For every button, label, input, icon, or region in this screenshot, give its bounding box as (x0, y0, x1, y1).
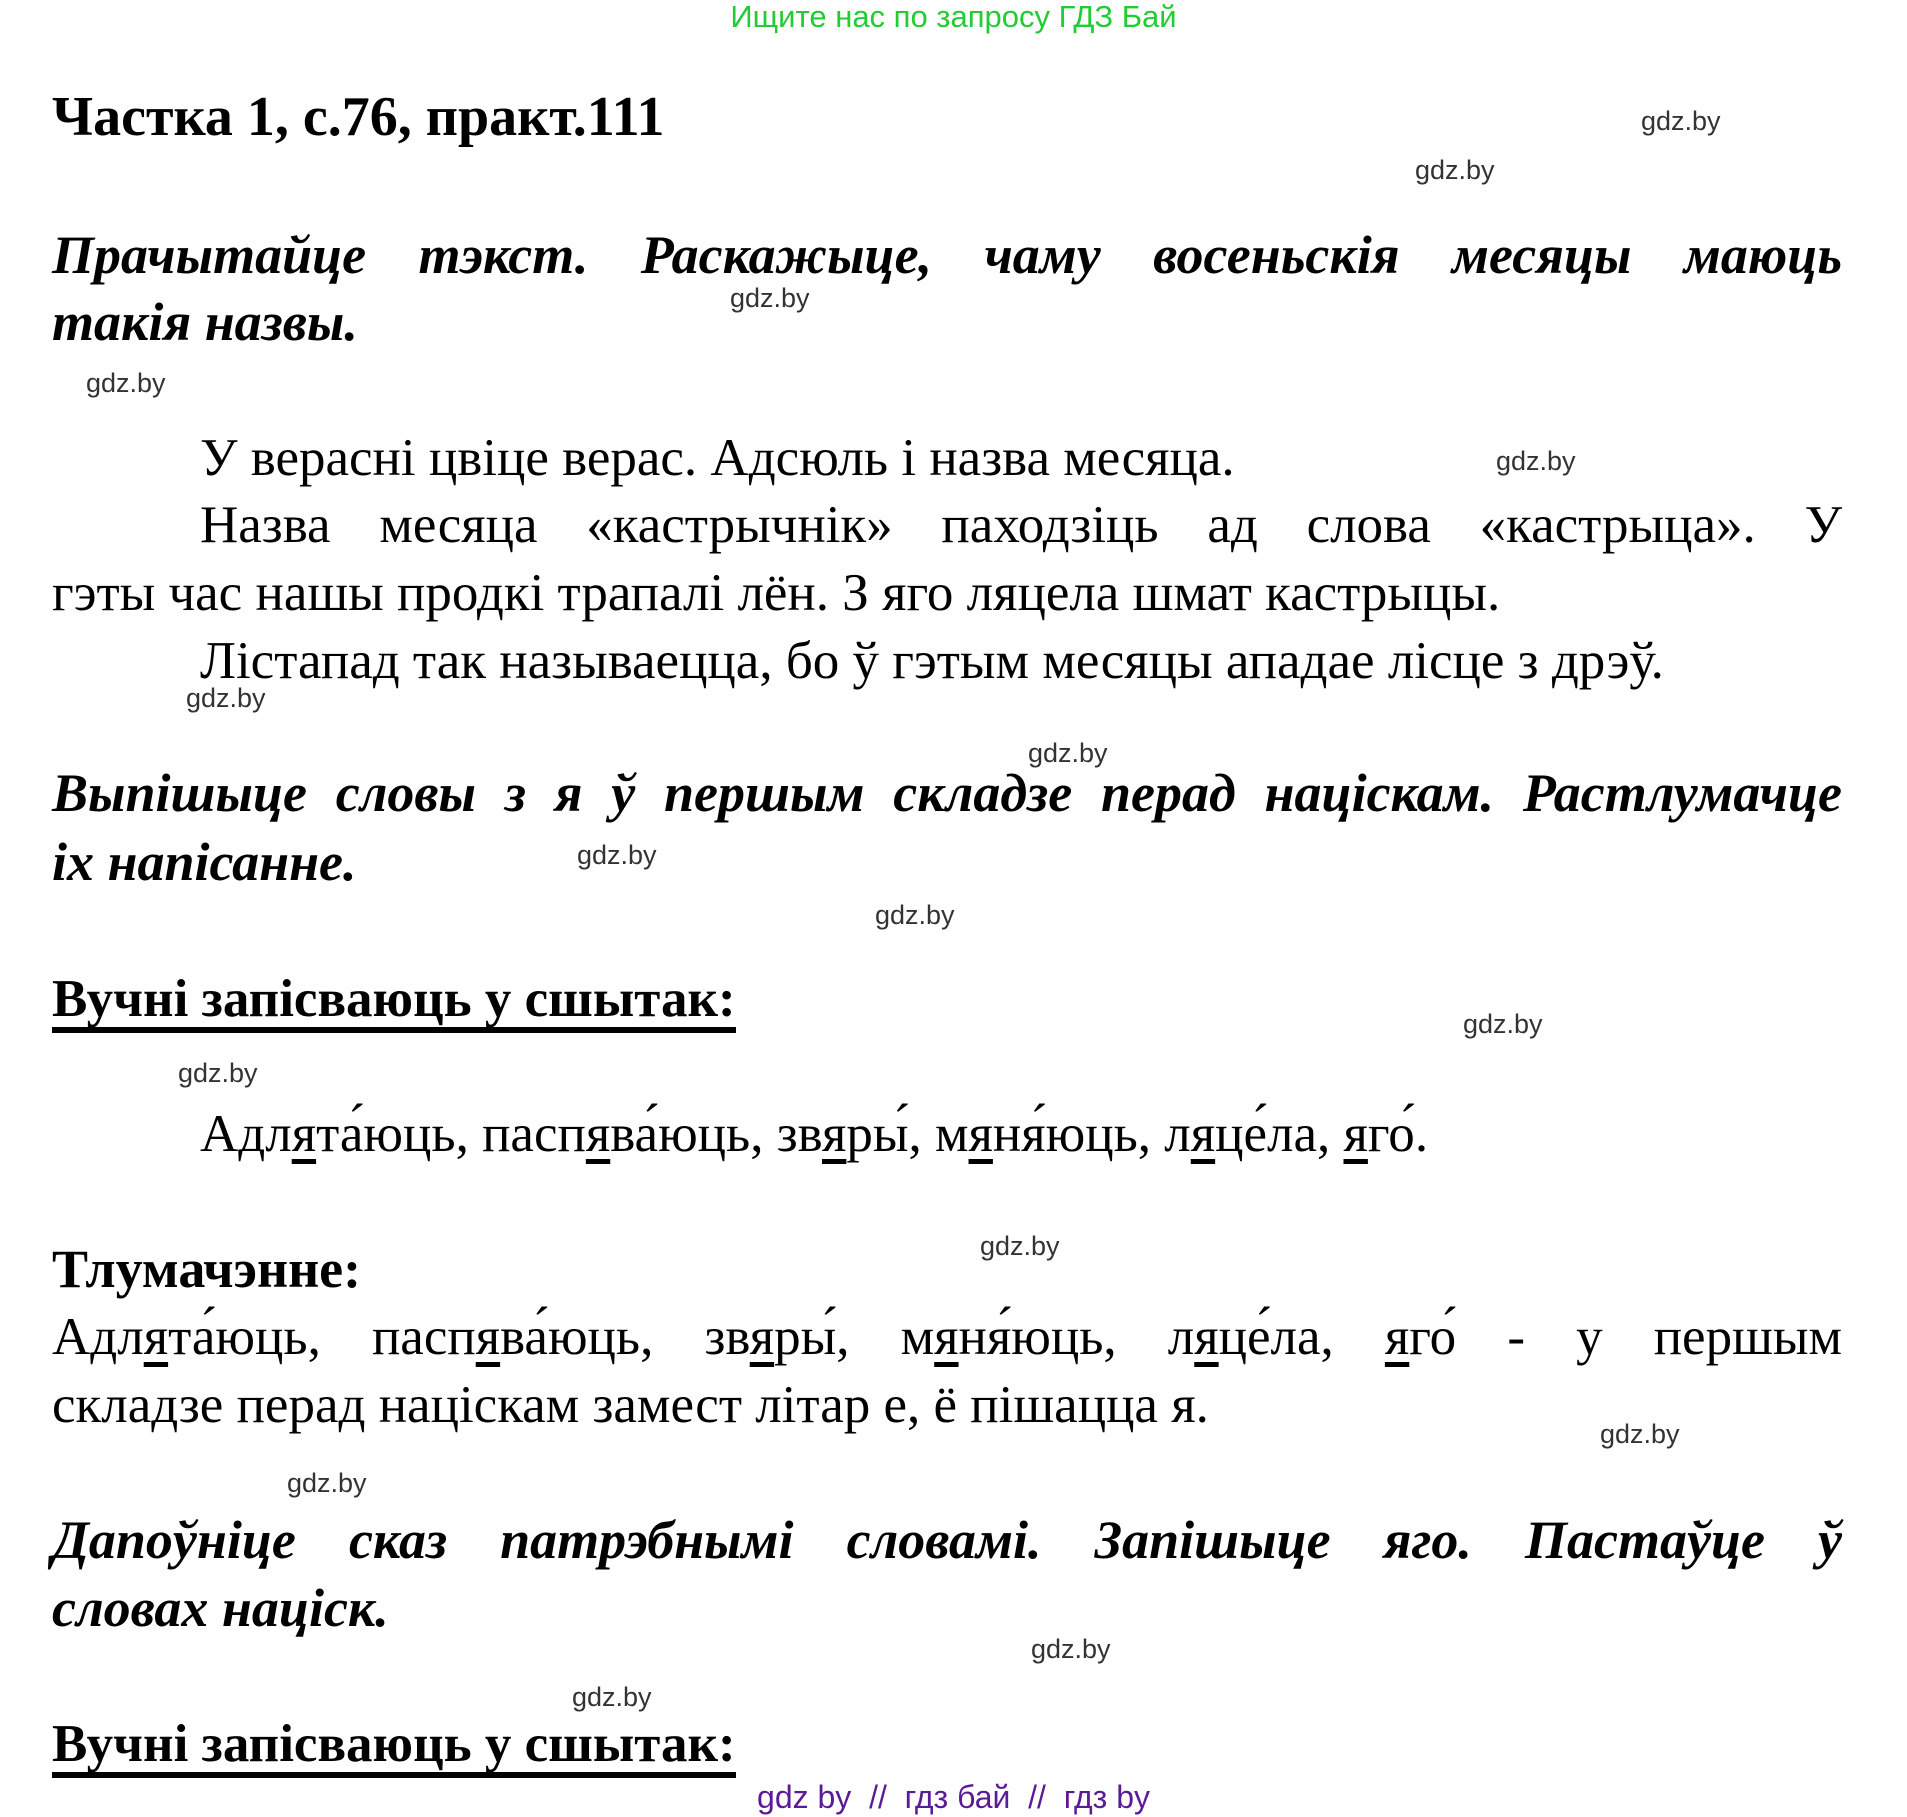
answer-words: Адлята́юць, паспява́юць, звяры́, мяня́юць, ляце́ла, яго́. (200, 1105, 1429, 1163)
page-title: Частка 1, с.76, практ.111 (52, 86, 665, 148)
word-prefix: л (1167, 1308, 1195, 1366)
answer-word (935, 1105, 1138, 1163)
text-line-3: гэты час нашы продкі трапалі лён. З яго ляцела шмат кастрыцы. (52, 564, 1501, 622)
underlined-letter: я (968, 1105, 993, 1163)
footer-links: gdz by // гдз бай // гдз by (757, 1779, 1150, 1815)
word-prefix: пасп (482, 1105, 586, 1163)
instruction-2-line-1: Выпішыце словы з я ў першым складзе перад націскам. Растлумачце (52, 763, 1842, 823)
word-suffix: та́юць (316, 1105, 456, 1163)
answer-word (704, 1308, 836, 1366)
watermark: gdz.by (287, 1468, 367, 1498)
answer-word (1385, 1308, 1456, 1366)
underlined-letter: я (1194, 1308, 1219, 1366)
word-suffix: ва́юць (610, 1105, 751, 1163)
text-line-1: У верасні цвіце верас. Адсюль і назва месяца. (200, 429, 1235, 487)
word-suffix: ры́ (774, 1308, 837, 1366)
underlined-letter: я (1190, 1105, 1216, 1163)
word-prefix: м (900, 1308, 935, 1366)
notebook-heading-2 (52, 1710, 1842, 1778)
word-suffix: ва́юць (500, 1308, 641, 1366)
underlined-letter: я (475, 1308, 501, 1366)
word-suffix: го́ (1367, 1105, 1415, 1163)
notebook-heading (52, 965, 1842, 1033)
text-line-2: Назва месяца «кастрычнік» паходзіць ад слова «кастрыца». У (200, 496, 1842, 554)
watermark: gdz.by (1496, 446, 1576, 476)
underlined-letter: я (143, 1308, 169, 1366)
watermark: gdz.by (1031, 1634, 1111, 1664)
watermark: gdz.by (178, 1058, 258, 1088)
instruction-1-line-2: такія назвы. (52, 292, 358, 352)
word-suffix: ня́юць (992, 1105, 1138, 1163)
explanation-line-2: складзе перад націскам замест літар е, ё пішацца я. (52, 1376, 1209, 1434)
word-prefix: зв (776, 1105, 822, 1163)
answer-word (372, 1308, 640, 1366)
explanation-line-1: Адлята́юць, паспява́юць, звяры́, мяня́юць, ляце́ла, яго́ - у першым (52, 1308, 1843, 1366)
answer-word (200, 1105, 456, 1163)
underlined-letter: я (1343, 1105, 1368, 1163)
word-suffix: це́ла (1215, 1105, 1317, 1163)
underlined-letter: я (749, 1308, 775, 1366)
watermark: gdz.by (875, 900, 955, 930)
word-prefix: м (934, 1105, 969, 1163)
watermark: gdz.by (1028, 738, 1108, 768)
watermark: gdz.by (1463, 1009, 1543, 1039)
watermark: gdz.by (186, 683, 266, 713)
watermark: gdz.by (1415, 155, 1495, 185)
word-prefix: Адл (52, 1308, 144, 1366)
watermark: gdz.by (980, 1231, 1060, 1261)
answer-word (1168, 1308, 1321, 1366)
word-prefix: Адл (200, 1105, 292, 1163)
answer-word (482, 1105, 750, 1163)
answer-word (52, 1308, 308, 1366)
watermark: gdz.by (572, 1682, 652, 1712)
watermark: gdz.by (730, 283, 810, 313)
watermark: gdz.by (577, 840, 657, 870)
underlined-letter: я (934, 1308, 959, 1366)
word-suffix: ры́ (846, 1105, 909, 1163)
word-prefix: зв (704, 1308, 750, 1366)
instruction-3-line-1: Дапоўніце сказ патрэбнымі словамі. Запішыце яго. Пастаўце ў (52, 1510, 1842, 1570)
answer-word (901, 1308, 1104, 1366)
underlined-letter: я (1384, 1308, 1410, 1366)
notebook-heading-2-text: Вучні запісваюць у сшытак: (52, 1716, 736, 1778)
word-suffix: це́ла (1218, 1308, 1321, 1366)
word-prefix: пасп (371, 1308, 476, 1366)
explanation-tail: - у першым (1507, 1308, 1843, 1366)
text-line-4: Лістапад так называецца, бо ў гэтым месяцы ападае лісце з дрэў. (200, 632, 1664, 690)
word-suffix: го́ (1409, 1308, 1457, 1366)
answer-word (777, 1105, 909, 1163)
instruction-2-line-2: іх напісанне. (52, 832, 357, 892)
instruction-1-line-1: Прачытайце тэкст. Раскажыце, чаму восеньскія месяцы маюць (52, 225, 1842, 285)
word-prefix: л (1164, 1105, 1191, 1163)
word-suffix: та́юць (168, 1308, 308, 1366)
answer-word (1344, 1105, 1415, 1163)
underlined-letter: я (291, 1105, 317, 1163)
notebook-heading-text: Вучні запісваюць у сшытак: (52, 971, 736, 1033)
underlined-letter: я (821, 1105, 847, 1163)
underlined-letter: я (585, 1105, 611, 1163)
instruction-3-line-2: словах націск. (52, 1578, 389, 1638)
answer-word (1164, 1105, 1317, 1163)
watermark: gdz.by (1600, 1419, 1680, 1449)
watermark: gdz.by (86, 368, 166, 398)
search-banner: Ищите нас по запросу ГДЗ Бай (730, 0, 1177, 34)
word-suffix: ня́юць (958, 1308, 1104, 1366)
watermark: gdz.by (1641, 106, 1721, 136)
explanation-heading: Тлумачэнне: (52, 1239, 362, 1299)
